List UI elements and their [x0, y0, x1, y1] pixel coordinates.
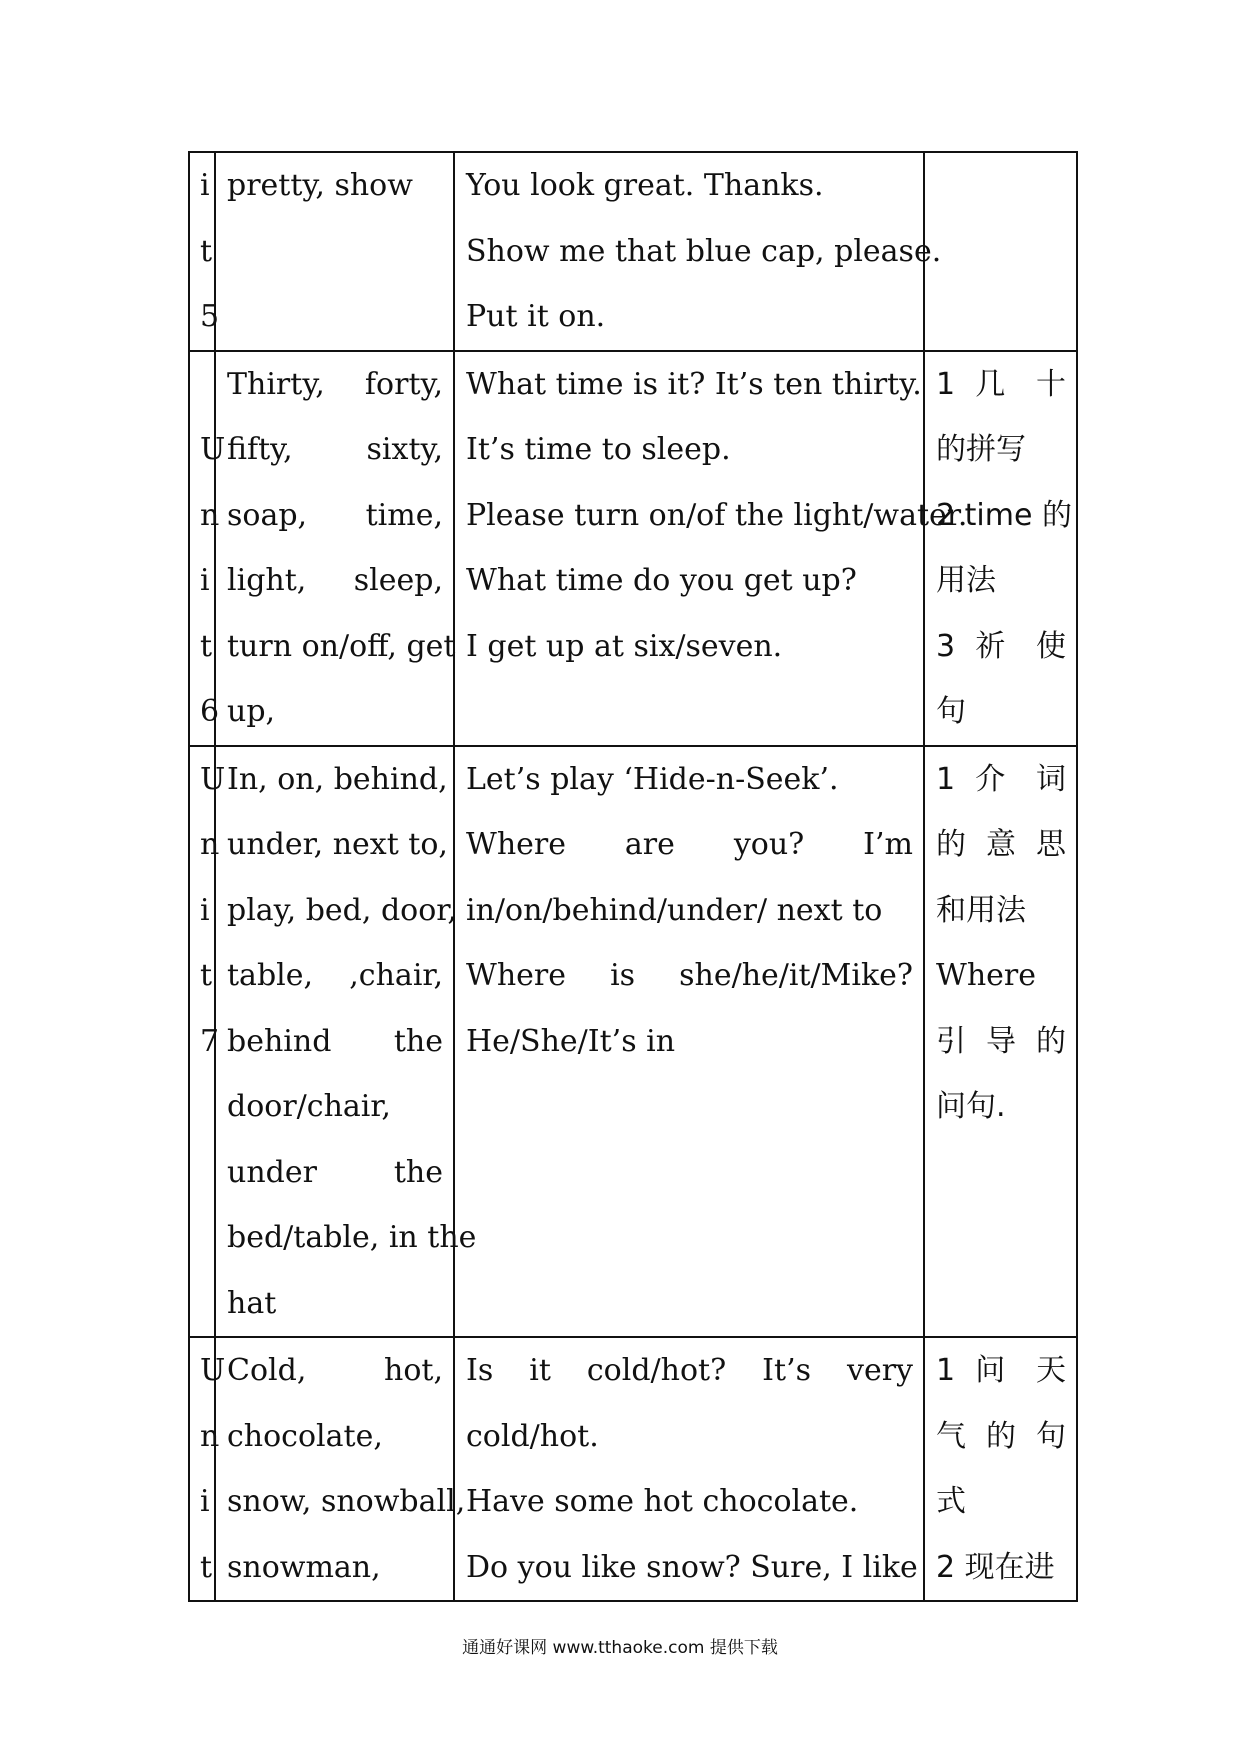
- unit-cell: [189, 152, 220, 351]
- unit-line: [190, 352, 214, 418]
- notes-line: 气 的 句: [936, 1418, 1066, 1454]
- sentences-line: Show me that blue cap, please.: [466, 233, 942, 269]
- unit-line: t: [200, 628, 213, 664]
- notes-line: 1 介 词: [936, 761, 1066, 797]
- notes-cell: [924, 1337, 1077, 1601]
- sentences-line: What time do you get up?: [466, 563, 857, 598]
- notes-line: Where: [936, 958, 1037, 993]
- table-row: [189, 351, 1077, 746]
- notes-line: 的 意 思: [936, 827, 1066, 862]
- notes-line: 句: [936, 694, 966, 729]
- sentences-line: Let’s play ‘Hide-n-Seek’.: [466, 761, 839, 797]
- sentences-line: Where is she/he/it/Mike?: [466, 958, 913, 993]
- table-row: [189, 1337, 1077, 1601]
- notes-cell: [924, 351, 1077, 746]
- vocabulary-cell: [215, 351, 454, 746]
- sentences-cell: [454, 1337, 924, 1601]
- vocabulary-line: table, ,chair,: [227, 958, 443, 993]
- vocabulary-line: up,: [227, 694, 276, 729]
- unit-cell: [189, 746, 226, 1338]
- notes-line: 引 导 的: [936, 1023, 1066, 1059]
- vocabulary-line: turn on/off, get: [227, 628, 456, 664]
- sentences-line: Do you like snow? Sure, I like: [466, 1549, 918, 1585]
- table-row: [189, 746, 1077, 1338]
- sentences-line: Have some hot chocolate.: [466, 1484, 859, 1519]
- sentences-line: You look great. Thanks.: [466, 168, 824, 203]
- notes-line: 的拼写: [936, 432, 1026, 467]
- unit-line: 7: [200, 1023, 220, 1059]
- vocabulary-line: snowman,: [227, 1549, 381, 1585]
- sentences-cell: [454, 746, 924, 1338]
- unit-line: 5: [200, 299, 220, 334]
- vocabulary-line: under the: [227, 1154, 443, 1190]
- vocabulary-line: play, bed, door,: [227, 892, 457, 928]
- notes-line: 2 time 的: [936, 497, 1072, 533]
- unit-line: i: [200, 168, 210, 203]
- sentences-line: Is it cold/hot? It’s very: [466, 1353, 913, 1388]
- unit-line: t: [200, 1549, 213, 1585]
- notes-line: 1 几 十: [936, 366, 1066, 402]
- vocabulary-line: chocolate,: [227, 1418, 383, 1454]
- vocabulary-line: door/chair,: [227, 1089, 391, 1124]
- notes-line: 式: [936, 1484, 966, 1519]
- unit-line: i: [200, 563, 210, 598]
- vocabulary-line: light, sleep,: [227, 563, 443, 598]
- vocabulary-line: snow, snowball,: [227, 1484, 466, 1519]
- notes-line: 问句.: [936, 1089, 1006, 1124]
- vocabulary-line: Thirty, forty,: [227, 366, 443, 402]
- unit-line: n: [200, 827, 220, 862]
- notes-line: 1 问 天: [936, 1353, 1066, 1388]
- page-footer: 通通好课网 www.tthaoke.com 提供下载: [462, 1638, 778, 1658]
- unit-line: n: [200, 1418, 220, 1454]
- unit-line: i: [200, 892, 210, 928]
- notes-line: 用法: [936, 563, 996, 598]
- notes-line: 3 祈 使: [936, 628, 1066, 664]
- vocabulary-line: under, next to,: [227, 827, 448, 862]
- unit-line: t: [200, 233, 213, 269]
- vocabulary-cell: [215, 746, 477, 1338]
- vocabulary-line: behind the: [227, 1023, 443, 1059]
- lesson-table-body: [189, 152, 1077, 1601]
- sentences-line: Where are you? I’m: [466, 827, 913, 862]
- table-row: [189, 152, 1077, 351]
- sentences-line: He/She/It’s in: [466, 1023, 676, 1059]
- vocabulary-line: soap, time,: [227, 497, 443, 533]
- unit-cell: [189, 1337, 226, 1601]
- vocabulary-line: hat: [227, 1285, 277, 1321]
- notes-cell: [924, 746, 1077, 1338]
- sentences-cell: [454, 152, 942, 351]
- unit-line: U: [200, 1353, 226, 1388]
- vocabulary-line: fifty, sixty,: [227, 432, 443, 467]
- vocabulary-cell: [215, 152, 454, 351]
- sentences-line: Put it on.: [466, 299, 606, 334]
- unit-line: t: [200, 958, 213, 993]
- unit-line: U: [200, 761, 226, 797]
- sentences-line: cold/hot.: [466, 1418, 599, 1454]
- sentences-line: in/on/behind/under/ next to: [466, 892, 883, 928]
- unit-cell: [189, 351, 226, 746]
- vocabulary-line: Cold, hot,: [227, 1353, 443, 1388]
- notes-cell: [924, 152, 1077, 351]
- sentences-line: I get up at six/seven.: [466, 628, 783, 664]
- unit-line: U: [200, 432, 226, 467]
- vocabulary-line: pretty, show: [227, 168, 413, 203]
- unit-line: i: [200, 1484, 210, 1519]
- unit-line: n: [200, 497, 220, 533]
- vocabulary-line: bed/table, in the: [227, 1220, 477, 1255]
- sentences-line: What time is it? It’s ten thirty.: [466, 366, 922, 402]
- sentences-line: Please turn on/of the light/water.: [466, 497, 968, 533]
- vocabulary-line: In, on, behind,: [227, 761, 448, 797]
- vocabulary-cell: [215, 1337, 466, 1601]
- notes-line: 2 现在进: [936, 1549, 1055, 1585]
- sentences-line: It’s time to sleep.: [466, 432, 731, 467]
- notes-line: 和用法: [936, 892, 1026, 928]
- unit-line: 6: [200, 694, 220, 729]
- lesson-table: [188, 151, 1078, 1602]
